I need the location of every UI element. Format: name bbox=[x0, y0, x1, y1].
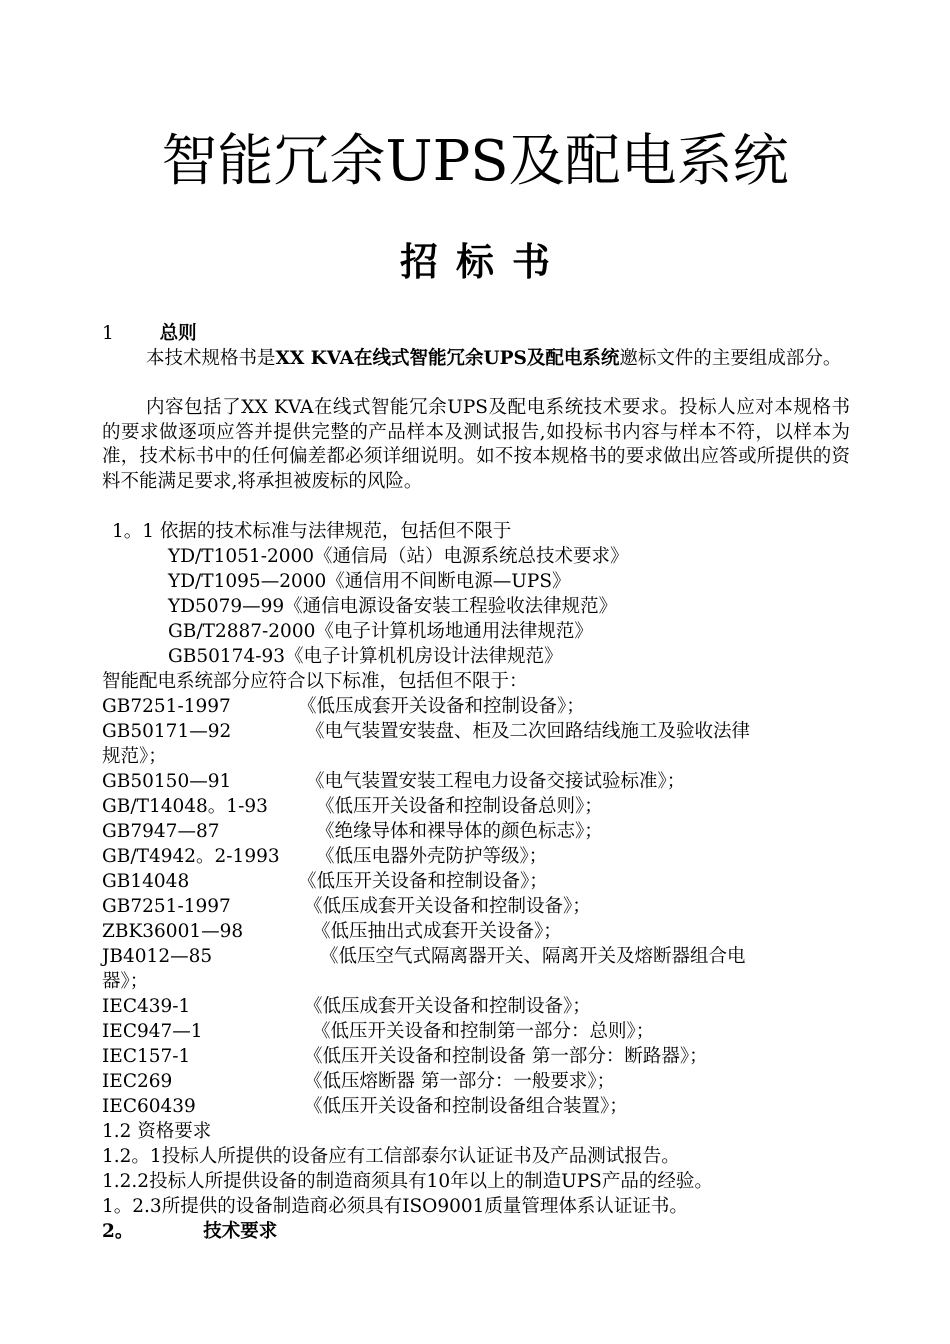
subsection-1-2: 1.2 资格要求 bbox=[102, 1121, 212, 1142]
section-title: 总则 bbox=[159, 323, 197, 344]
standard-code: ZBK36001—98 bbox=[102, 921, 244, 942]
ups-standard-item: YD/T1095—2000《通信用不间断电源—UPS》 bbox=[168, 571, 571, 592]
section-number: 1 bbox=[102, 323, 114, 344]
standard-desc-continued: 器》； bbox=[102, 971, 149, 992]
document-title: 智能冗余UPS及配电系统 bbox=[161, 129, 789, 194]
standard-desc: 《低压开关设备和控制设备组合装置》； bbox=[304, 1096, 628, 1117]
section-1-heading bbox=[102, 322, 197, 347]
document-subtitle: 招标书 bbox=[399, 239, 568, 284]
standard-desc: 《低压成套开关设备和控制设备》； bbox=[304, 896, 591, 917]
standard-desc: 《绝缘导体和裸导体的颜色标志》； bbox=[316, 821, 603, 842]
subsection-1-1: 1。1 依据的技术标准与法律规范，包括但不限于 bbox=[112, 521, 512, 542]
section-number: 2。 bbox=[102, 1221, 134, 1242]
ups-standard-item: YD5079—99《通信电源设备安装工程验收法律规范》 bbox=[168, 596, 618, 617]
standard-code: GB7251-1997 bbox=[102, 696, 231, 717]
standard-code: IEC269 bbox=[102, 1071, 173, 1092]
distribution-intro: 智能配电系统部分应符合以下标准，包括但不限于： bbox=[102, 671, 528, 692]
standard-desc: 《低压空气式隔离器开关、隔离开关及熔断器组合电 bbox=[320, 946, 746, 967]
standard-desc: 《低压开关设备和控制设备 第一部分：断路器》； bbox=[304, 1046, 708, 1067]
requirement-item: 1。2.3所提供的设备制造商必须具有ISO9001质量管理体系认证证书。 bbox=[102, 1196, 688, 1217]
standard-code: GB7251-1997 bbox=[102, 896, 231, 917]
standard-desc: 《低压开关设备和控制设备》； bbox=[298, 871, 548, 892]
standard-desc: 《低压成套开关设备和控制设备》； bbox=[304, 996, 591, 1017]
ups-standard-item: YD/T1051-2000《通信局（站）电源系统总技术要求》 bbox=[168, 546, 629, 567]
section-title: 技术要求 bbox=[203, 1221, 278, 1242]
paragraph-bold-text: XX KVA在线式智能冗余UPS及配电系统 bbox=[275, 348, 620, 369]
standard-code: IEC60439 bbox=[102, 1096, 196, 1117]
requirement-item: 1.2。1投标人所提供的设备应有工信部泰尔认证证书及产品测试报告。 bbox=[102, 1146, 680, 1167]
ups-standard-item: GB/T2887-2000《电子计算机场地通用法律规范》 bbox=[168, 621, 593, 642]
standard-code: GB7947—87 bbox=[102, 821, 220, 842]
standard-desc: 《电气装置安装工程电力设备交接试验标准》； bbox=[306, 771, 686, 792]
paragraph-text: 邀标文件的主要组成部分。 bbox=[619, 348, 842, 369]
paragraph-content: 内容包括了XX KVA在线式智能冗余UPS及配电系统技术要求。投标人应对本规格书的要求做逐项应答并提供完整的产品样本及测试报告,如投标书内容与样本不符，以样本为准，技术标书中的任何偏差都必须详细说明。如不按本规格书的要求做出应答或所提供的资料不能满足要求,将承担被废标的风险。 bbox=[102, 397, 850, 492]
standard-code: GB14048 bbox=[102, 871, 190, 892]
paragraph-scope bbox=[102, 347, 850, 372]
section-2-heading bbox=[102, 1220, 277, 1245]
requirement-item: 1.2.2投标人所提供设备的制造商须具有10年以上的制造UPS产品的经验。 bbox=[102, 1171, 713, 1192]
standard-code: GB/T4942。2-1993 bbox=[102, 846, 280, 867]
standard-desc: 《低压抽出式成套开关设备》； bbox=[312, 921, 562, 942]
standard-code: IEC157-1 bbox=[102, 1046, 191, 1067]
standard-code: JB4012—85 bbox=[102, 946, 213, 967]
standard-code: IEC947—1 bbox=[102, 1021, 203, 1042]
standard-desc: 《电气装置安装盘、柜及二次回路结线施工及验收法律 bbox=[306, 721, 751, 742]
standard-code: GB50150—91 bbox=[102, 771, 232, 792]
standard-desc: 《低压电器外壳防护等级》； bbox=[316, 846, 548, 867]
paragraph-text: 本技术规格书是 bbox=[146, 348, 276, 369]
standard-code: IEC439-1 bbox=[102, 996, 191, 1017]
standard-desc: 《低压开关设备和控制设备总则》； bbox=[316, 796, 603, 817]
standard-desc: 《低压熔断器 第一部分：一般要求》； bbox=[304, 1071, 616, 1092]
standard-desc-continued: 规范》； bbox=[102, 746, 167, 767]
standard-code: GB50171—92 bbox=[102, 721, 232, 742]
ups-standard-item: GB50174-93《电子计算机机房设计法律规范》 bbox=[168, 646, 563, 667]
standard-code: GB/T14048。1-93 bbox=[102, 796, 268, 817]
standard-desc: 《低压成套开关设备和控制设备》； bbox=[298, 696, 585, 717]
standard-desc: 《低压开关设备和控制第一部分：总则》； bbox=[312, 1021, 655, 1042]
